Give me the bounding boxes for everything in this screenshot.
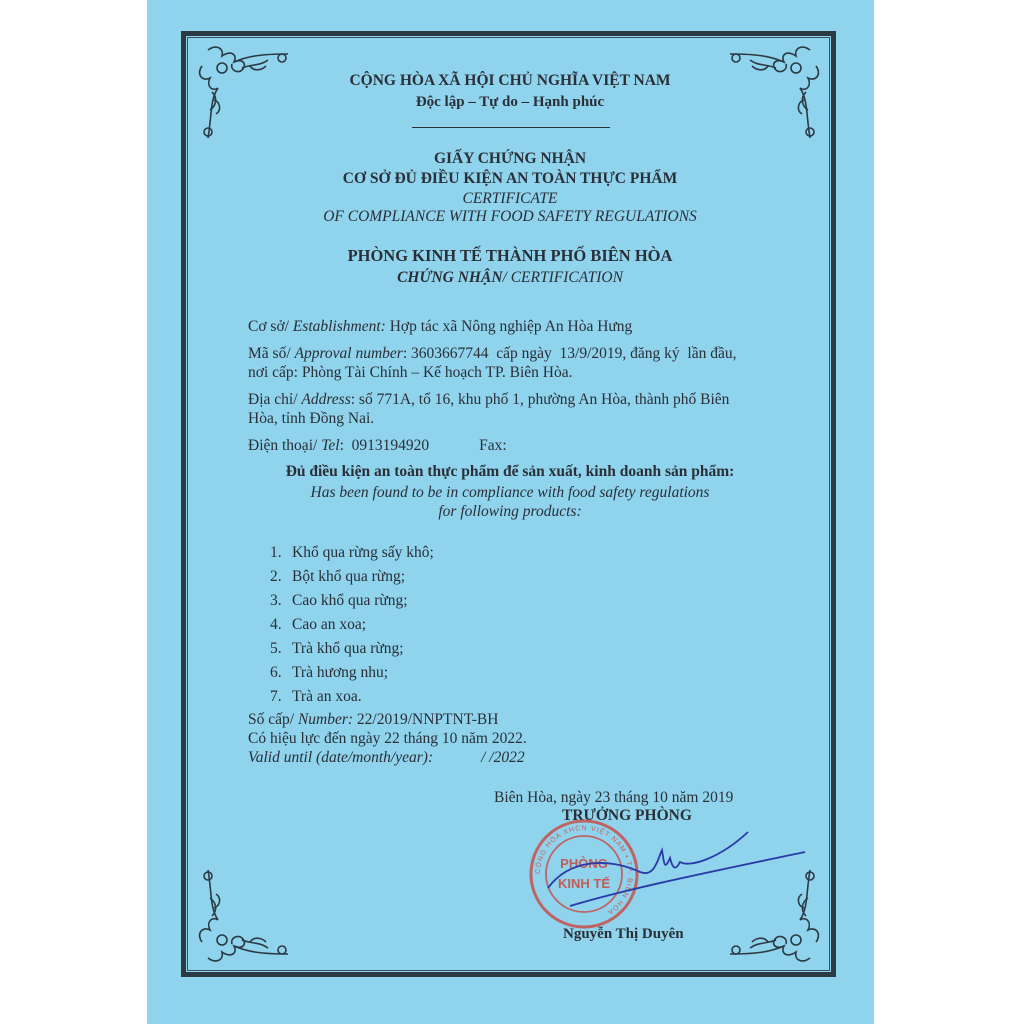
- address-value: : số 771A, tổ 16, khu phố 1, phường An Hòa, thành phố Biên: [350, 391, 730, 408]
- address-row: [248, 391, 729, 409]
- product-item: 1. Khổ qua rừng sấy khô;: [270, 544, 434, 561]
- svg-text:PHÒNG: PHÒNG: [560, 856, 608, 871]
- tel-value: : 0913194920: [339, 437, 430, 454]
- address-label-en: Address: [301, 391, 351, 408]
- establishment-row: [248, 318, 632, 336]
- certificate-title-vi: GIẤY CHỨNG NHẬN: [433, 150, 587, 167]
- valid-until-en-value: / /2022: [481, 749, 525, 766]
- certification-en: / CERTIFICATION: [502, 269, 623, 286]
- compliance-statement-vi: Đủ điều kiện an toàn thực phẩm để sản xuất, kinh doanh sản phẩm:: [285, 463, 735, 480]
- certification-heading: [220, 269, 800, 287]
- approval-issuer: nơi cấp: Phòng Tài Chính – Kế hoạch TP. Biên Hòa.: [248, 364, 573, 381]
- header-divider: [412, 127, 610, 128]
- product-item: 4. Cao an xoa;: [270, 616, 367, 633]
- ornament-corner-icon: [190, 868, 290, 968]
- signer-title: TRƯỞNG PHÒNG: [562, 807, 692, 824]
- product-item: 2. Bột khổ qua rừng;: [270, 568, 406, 585]
- certificate-subtitle-en: OF COMPLIANCE WITH FOOD SAFETY REGULATIONS: [323, 208, 697, 225]
- address-label-vi: Địa chỉ/: [248, 391, 302, 408]
- national-motto: Độc lập – Tự do – Hạnh phúc: [415, 94, 605, 110]
- signer-name: Nguyễn Thị Duyên: [563, 926, 684, 942]
- compliance-statement-en: Has been found to be in compliance with food safety regulations: [310, 484, 710, 501]
- ornament-corner-icon: [728, 40, 828, 140]
- contact-row: [248, 437, 507, 455]
- compliance-statement-en-2: for following products:: [438, 503, 582, 520]
- valid-until-en-row: [248, 749, 525, 767]
- svg-text:CỘNG HÒA XHCN VIỆT NAM • TP. B: CỘNG HÒA XHCN VIỆT NAM • TP. BIÊN HÒA: [534, 824, 634, 916]
- issuing-authority: PHÒNG KINH TẾ THÀNH PHỐ BIÊN HÒA: [347, 246, 673, 265]
- ornament-corner-icon: [190, 40, 290, 140]
- number-row: [248, 711, 498, 729]
- valid-until-vi: Có hiệu lực đến ngày 22 tháng 10 năm 2022.: [248, 730, 527, 747]
- certificate-title-en: CERTIFICATE: [462, 190, 558, 207]
- approval-label-vi: Mã số/: [248, 345, 295, 362]
- signing-place-date: Biên Hòa, ngày 23 tháng 10 năm 2019: [494, 789, 734, 806]
- establishment-label-vi: Cơ sở/: [248, 318, 293, 335]
- approval-label-en: Approval number: [294, 345, 403, 362]
- address-line2: Hòa, tỉnh Đồng Nai.: [248, 410, 375, 427]
- product-item: 7. Trà an xoa.: [270, 688, 362, 705]
- country-name: CỘNG HÒA XÃ HỘI CHỦ NGHĨA VIỆT NAM: [349, 72, 671, 89]
- handwritten-signature-icon: [540, 828, 810, 928]
- number-label-en: Number:: [297, 711, 354, 728]
- product-item: 3. Cao khổ qua rừng;: [270, 592, 408, 609]
- valid-until-en-label: Valid until (date/month/year):: [248, 749, 434, 766]
- approval-row: [248, 345, 736, 363]
- product-item: 6. Trà hương nhu;: [270, 664, 389, 681]
- establishment-label-en: Establishment:: [292, 318, 386, 335]
- tel-label-en: Tel: [321, 437, 340, 454]
- number-label-vi: Số cấp/: [248, 711, 298, 728]
- approval-value: : 3603667744 cấp ngày 13/9/2019, đăng ký lần đầu,: [402, 345, 737, 362]
- product-item: 5. Trà khổ qua rừng;: [270, 640, 404, 657]
- number-value: 22/2019/NNPTNT-BH: [353, 711, 499, 728]
- establishment-value: Hợp tác xã Nông nghiệp An Hòa Hưng: [385, 318, 633, 335]
- fax-label: Fax:: [479, 437, 507, 454]
- product-list: [270, 544, 434, 712]
- certification-vi: CHỨNG NHẬN: [397, 269, 503, 286]
- certificate-subtitle-vi: CƠ SỞ ĐỦ ĐIỀU KIỆN AN TOÀN THỰC PHẨM: [342, 170, 678, 187]
- tel-label-vi: Điện thoại/: [248, 437, 322, 454]
- svg-text:KINH TẾ: KINH TẾ: [558, 876, 610, 891]
